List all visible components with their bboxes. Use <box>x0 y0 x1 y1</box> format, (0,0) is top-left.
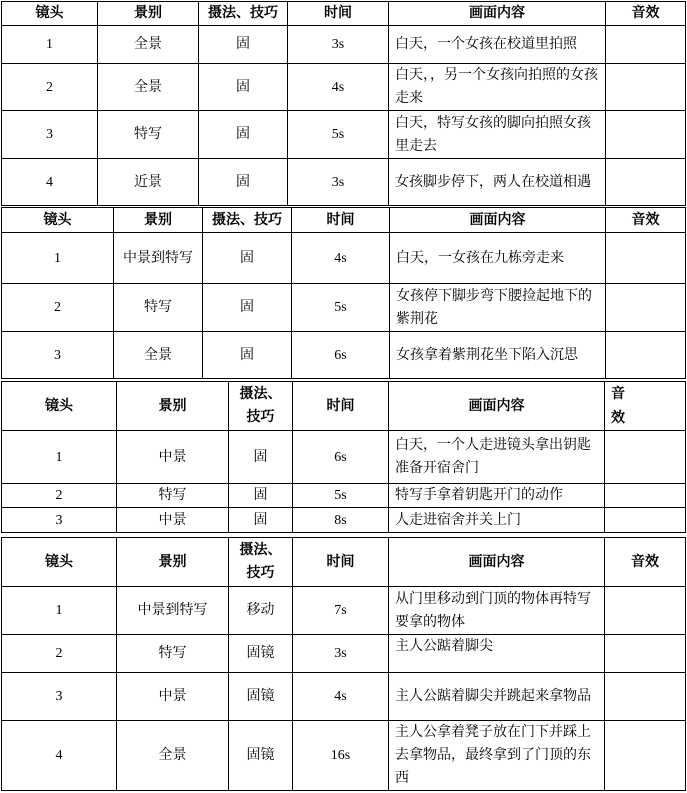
header-shot: 镜头 <box>2 538 117 587</box>
table-row <box>2 635 686 673</box>
table-row <box>2 673 686 721</box>
cell-shot: 4 <box>2 159 98 206</box>
header-shot: 镜头 <box>2 208 114 233</box>
cell-shot: 1 <box>2 431 117 484</box>
shot-table-4 <box>1 537 686 791</box>
cell-scale: 中景 <box>117 508 229 533</box>
cell-sound <box>605 508 686 533</box>
table-header-row <box>2 538 686 587</box>
cell-sound <box>606 332 686 379</box>
cell-sound <box>605 721 686 791</box>
cell-technique: 固 <box>199 64 288 111</box>
cell-time: 4s <box>292 233 390 284</box>
header-technique: 摄法、技巧 <box>199 2 288 26</box>
cell-content: 白天，特写女孩的脚向拍照女孩里走去 <box>389 111 606 159</box>
cell-sound <box>605 484 686 508</box>
table-row <box>2 484 686 508</box>
table-row <box>2 159 686 206</box>
cell-technique: 固 <box>229 484 293 508</box>
table-header-row <box>2 208 686 233</box>
cell-time: 8s <box>293 508 389 533</box>
header-shot: 镜头 <box>2 382 117 431</box>
header-technique-line2: 技巧 <box>246 565 275 581</box>
cell-time: 3s <box>288 26 389 64</box>
cell-sound <box>606 284 686 332</box>
cell-time: 7s <box>293 587 389 635</box>
cell-content: 白天，，另一个女孩向拍照的女孩走来 <box>389 64 606 111</box>
cell-technique: 固镜 <box>229 673 293 721</box>
header-shot: 镜头 <box>2 2 98 26</box>
cell-content: 女孩拿着紫荆花坐下陷入沉思 <box>390 332 606 379</box>
header-technique <box>229 538 293 587</box>
cell-time: 4s <box>293 673 389 721</box>
cell-sound <box>605 587 686 635</box>
header-sound: 音效 <box>605 538 686 587</box>
cell-technique: 移动 <box>229 587 293 635</box>
cell-scale: 全景 <box>117 721 229 791</box>
header-time: 时间 <box>293 382 389 431</box>
table-header-row <box>2 382 686 431</box>
cell-content: 特写手拿着钥匙开门的动作 <box>389 484 605 508</box>
cell-scale: 中景到特写 <box>117 587 229 635</box>
cell-scale: 全景 <box>114 332 203 379</box>
cell-shot: 1 <box>2 26 98 64</box>
header-scale: 景别 <box>98 2 199 26</box>
cell-technique: 固镜 <box>229 721 293 791</box>
table-row <box>2 332 686 379</box>
cell-shot: 1 <box>2 587 117 635</box>
header-technique-line1: 摄法、 <box>239 542 282 558</box>
header-scale: 景别 <box>117 382 229 431</box>
cell-scale: 特写 <box>117 635 229 673</box>
header-sound: 音效 <box>606 208 686 233</box>
header-time: 时间 <box>288 2 389 26</box>
header-time: 时间 <box>292 208 390 233</box>
cell-time: 5s <box>288 111 389 159</box>
cell-sound <box>606 26 686 64</box>
cell-time: 3s <box>293 635 389 673</box>
table-row <box>2 64 686 111</box>
header-technique-line2: 技巧 <box>246 409 275 425</box>
cell-time: 6s <box>293 431 389 484</box>
cell-shot: 3 <box>2 508 117 533</box>
cell-sound <box>606 111 686 159</box>
cell-shot: 1 <box>2 233 114 284</box>
cell-content: 主人公踮着脚尖并跳起来拿物品 <box>389 673 605 721</box>
cell-technique: 固 <box>199 159 288 206</box>
cell-shot: 3 <box>2 332 114 379</box>
cell-technique: 固 <box>203 233 292 284</box>
shot-table-1 <box>1 1 686 206</box>
cell-scale: 全景 <box>98 26 199 64</box>
cell-shot: 2 <box>2 64 98 111</box>
cell-shot: 2 <box>2 484 117 508</box>
header-content: 画面内容 <box>389 2 606 26</box>
cell-sound <box>605 673 686 721</box>
cell-time: 4s <box>288 64 389 111</box>
table-row <box>2 233 686 284</box>
cell-content: 白天，一个女孩在校道里拍照 <box>389 26 606 64</box>
table-row <box>2 111 686 159</box>
cell-sound <box>606 64 686 111</box>
cell-scale: 特写 <box>114 284 203 332</box>
header-sound-line1: 音 <box>611 386 625 402</box>
shot-table-2 <box>1 207 686 379</box>
header-scale: 景别 <box>114 208 203 233</box>
table-row <box>2 431 686 484</box>
header-content: 画面内容 <box>389 538 605 587</box>
cell-scale: 特写 <box>98 111 199 159</box>
cell-sound <box>605 431 686 484</box>
header-scale: 景别 <box>117 538 229 587</box>
cell-scale: 中景 <box>117 431 229 484</box>
header-content: 画面内容 <box>389 382 605 431</box>
table-header-row <box>2 2 686 26</box>
header-technique <box>229 382 293 431</box>
cell-scale: 特写 <box>117 484 229 508</box>
cell-content: 白天，一女孩在九栋旁走来 <box>390 233 606 284</box>
header-time: 时间 <box>293 538 389 587</box>
cell-shot: 3 <box>2 673 117 721</box>
header-sound: 音效 <box>606 2 686 26</box>
cell-scale: 中景到特写 <box>114 233 203 284</box>
cell-scale: 全景 <box>98 64 199 111</box>
cell-sound <box>605 635 686 673</box>
cell-technique: 固 <box>229 508 293 533</box>
cell-technique: 固 <box>199 111 288 159</box>
cell-content: 主人公踮着脚尖 <box>389 635 605 673</box>
table-row <box>2 587 686 635</box>
header-technique-line1: 摄法、 <box>239 386 282 402</box>
table-row <box>2 721 686 791</box>
cell-time: 6s <box>292 332 390 379</box>
cell-shot: 4 <box>2 721 117 791</box>
header-sound-line2: 效 <box>611 410 625 426</box>
cell-content: 主人公拿着凳子放在门下并踩上去拿物品，最终拿到了门顶的东西 <box>389 721 605 791</box>
header-content: 画面内容 <box>390 208 606 233</box>
cell-time: 5s <box>293 484 389 508</box>
cell-scale: 近景 <box>98 159 199 206</box>
cell-content: 人走进宿舍并关上门 <box>389 508 605 533</box>
table-row <box>2 284 686 332</box>
cell-content: 女孩脚步停下，两人在校道相遇 <box>389 159 606 206</box>
cell-technique: 固 <box>229 431 293 484</box>
shot-table-3 <box>1 381 686 533</box>
cell-sound <box>606 233 686 284</box>
cell-time: 5s <box>292 284 390 332</box>
cell-shot: 2 <box>2 635 117 673</box>
header-technique: 摄法、技巧 <box>203 208 292 233</box>
table-row <box>2 508 686 533</box>
cell-sound <box>606 159 686 206</box>
cell-time: 16s <box>293 721 389 791</box>
cell-technique: 固 <box>203 284 292 332</box>
cell-content: 女孩停下脚步弯下腰捡起地下的紫荆花 <box>390 284 606 332</box>
cell-scale: 中景 <box>117 673 229 721</box>
cell-time: 3s <box>288 159 389 206</box>
cell-technique: 固 <box>199 26 288 64</box>
cell-content: 白天，一个人走进镜头拿出钥匙准备开宿舍门 <box>389 431 605 484</box>
cell-content: 从门里移动到门顶的物体再特写要拿的物体 <box>389 587 605 635</box>
cell-shot: 3 <box>2 111 98 159</box>
table-row <box>2 26 686 64</box>
cell-technique: 固镜 <box>229 635 293 673</box>
cell-technique: 固 <box>203 332 292 379</box>
header-sound <box>605 382 686 431</box>
cell-shot: 2 <box>2 284 114 332</box>
